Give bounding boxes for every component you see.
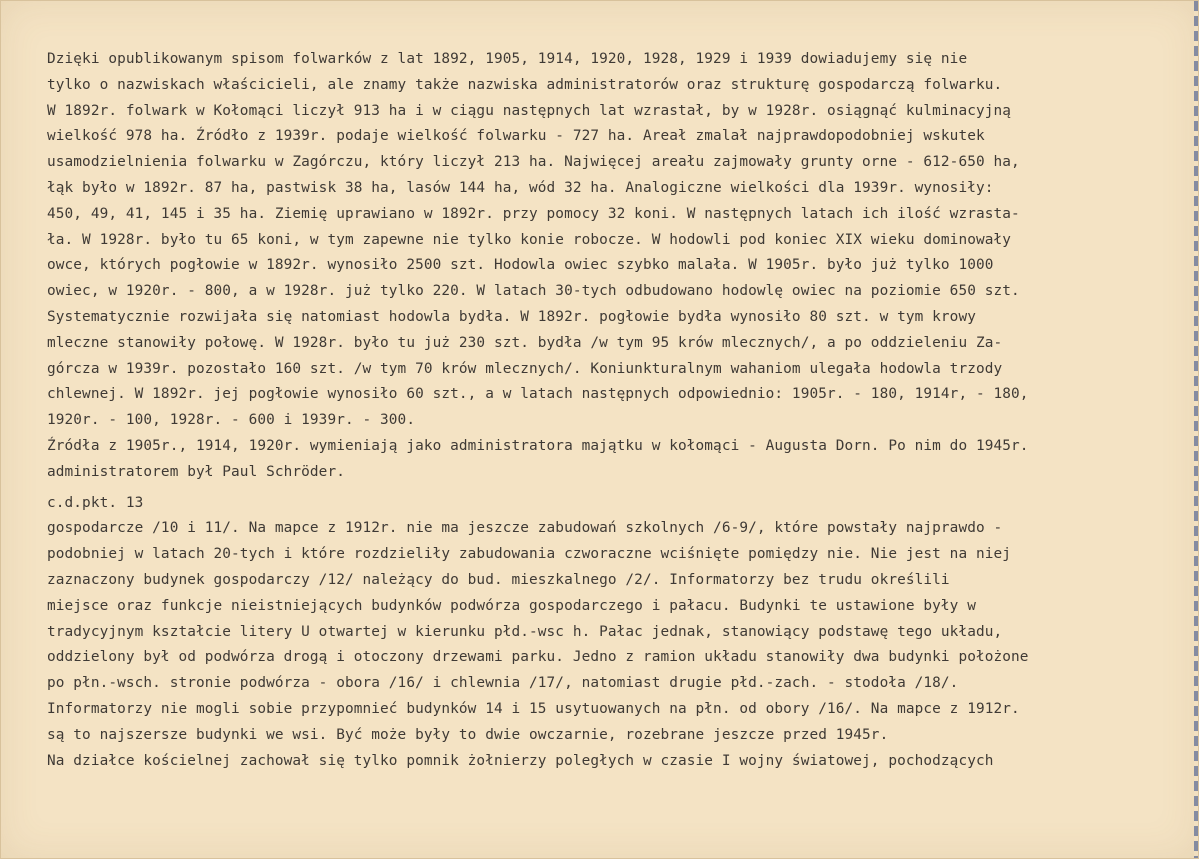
text-line: łąk było w 1892r. 87 ha, pastwisk 38 ha, lasów 144 ha, wód 32 ha. Analogiczne wielkości dla 1939r. wynosiły: <box>47 179 994 196</box>
text-line: zaznaczony budynek gospodarczy /12/ należący do bud. mieszkalnego /2/. Informatorzy bez trudu określili <box>47 571 950 588</box>
text-line: chlewnej. W 1892r. jej pogłowie wynosiło 60 szt., a w latach następnych odpowiednio: 1905r. - 180, 1914r, - 180, <box>47 386 1029 403</box>
text-line: administratorem był Paul Schröder. <box>47 463 345 480</box>
typewritten-text <box>47 47 1177 774</box>
text-line: podobniej w latach 20-tych i które rozdzieliły zabudowania czworaczne wciśnięte pomiędzy nie. Nie jest na niej <box>47 546 1012 563</box>
text-line: Źródła z 1905r., 1914, 1920r. wymieniają jako administratora majątku w kołomąci - Augusta Dorn. Po nim do 1945r. <box>47 437 1029 454</box>
text-line: W 1892r. folwark w Kołomąci liczył 913 ha i w ciągu następnych lat wzrastał, by w 1928r. osiągnąć kulminacyjną <box>47 102 1012 119</box>
text-line: 1920r. - 100, 1928r. - 600 i 1939r. - 300. <box>47 412 416 429</box>
text-line: są to najszersze budynki we wsi. Być może były to dwie owczarnie, rozebrane jeszcze przed 1945r. <box>47 726 889 743</box>
text-line: gospodarcze /10 i 11/. Na mapce z 1912r. nie ma jeszcze zabudowań szkolnych /6-9/, które powstały najprawdo - <box>47 520 1003 537</box>
text-line: wielkość 978 ha. Źródło z 1939r. podaje wielkość folwarku - 727 ha. Areał zmalał najprawdopodobniej wskutek <box>47 128 985 145</box>
text-line: ła. W 1928r. było tu 65 koni, w tym zapewne nie tylko konie robocze. W hodowli pod koniec XIX wieku dominowały <box>47 231 1012 248</box>
text-line: Informatorzy nie mogli sobie przypomnieć budynków 14 i 15 usytuowanych na płn. od obory /16/. Na mapce z 1912r. <box>47 700 1020 717</box>
text-line: owiec, w 1920r. - 800, a w 1928r. już tylko 220. W latach 30-tych odbudowano hodowlę owiec na poziomie 650 szt. <box>47 283 1020 300</box>
text-line: górcza w 1939r. pozostało 160 szt. /w tym 70 krów mlecznych/. Koniunkturalnym wahaniom ulegała hodowla trzody <box>47 360 1003 377</box>
text-line: po płn.-wsch. stronie podwórza - obora /16/ i chlewnia /17/, natomiast drugie płd.-zach. - stodoła /18/. <box>47 675 959 692</box>
text-line: Systematycznie rozwijała się natomiast hodowla bydła. W 1892r. pogłowie bydła wynosiło 80 szt. w tym krowy <box>47 308 976 325</box>
section-label: c.d.pkt. 13 <box>47 494 144 511</box>
text-line: Dzięki opublikowanym spisom folwarków z lat 1892, 1905, 1914, 1920, 1928, 1929 i 1939 dowiadujemy się nie <box>47 51 968 67</box>
text-line: 450, 49, 41, 145 i 35 ha. Ziemię uprawiano w 1892r. przy pomocy 32 koni. W następnych latach ich ilość wzrasta- <box>47 205 1020 222</box>
text-line: tradycyjnym kształcie litery U otwartej w kierunku płd.-wsc h. Pałac jednak, stanowiący podstawę tego układu, <box>47 623 1003 640</box>
text-line: owce, których pogłowie w 1892r. wynosiło 2500 szt. Hodowla owiec szybko malała. W 1905r. było już tylko 1000 <box>47 257 994 274</box>
text-line: tylko o nazwiskach właścicieli, ale znamy także nazwiska administratorów oraz strukturę gospodarczą folwarku. <box>47 76 1003 93</box>
scan-edge-border <box>1194 1 1198 859</box>
text-line: oddzielony był od podwórza drogą i otoczony drzewami parku. Jedno z ramion układu stanowiły dwa budynki położone <box>47 649 1029 666</box>
text-line: usamodzielnienia folwarku w Zagórczu, który liczył 213 ha. Najwięcej areału zajmowały grunty orne - 612-650 ha, <box>47 154 1020 171</box>
text-line: mleczne stanowiły połowę. W 1928r. było tu już 230 szt. bydła /w tym 95 krów mlecznych/, a po oddzieleniu Za- <box>47 334 1003 351</box>
text-line: miejsce oraz funkcje nieistniejących budynków podwórza gospodarczego i pałacu. Budynki te ustawione były w <box>47 597 976 614</box>
text-line: Na działce kościelnej zachował się tylko pomnik żołnierzy poległych w czasie I wojny światowej, pochodzących <box>47 752 994 769</box>
